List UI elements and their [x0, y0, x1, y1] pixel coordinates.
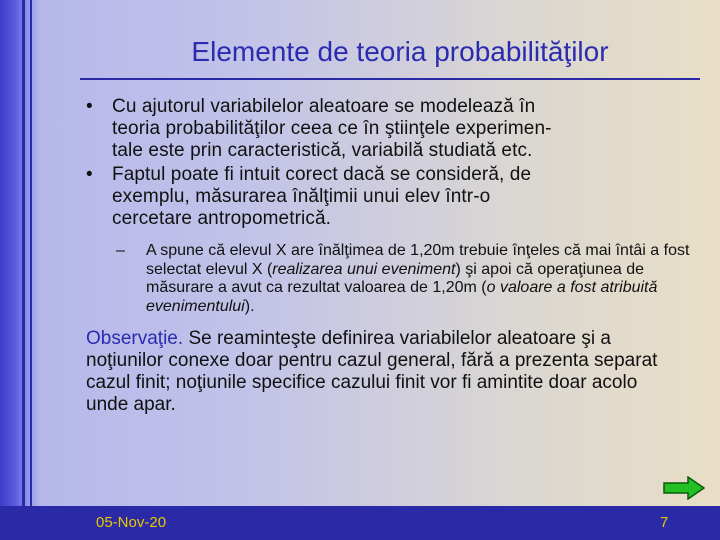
sub-bullet-text: A spune că elevul X are înălţimea de 1,20m trebuie înţeles că mai întâi a fost selectat elevul X ( — [146, 242, 690, 278]
next-arrow-icon[interactable] — [662, 476, 706, 500]
footer-bar — [0, 506, 720, 540]
slide-title: Elemente de teoria probabilităţilor — [191, 36, 609, 67]
footer-date: 05-Nov-20 — [96, 514, 167, 531]
sub-bullet — [116, 242, 696, 316]
bullet-item — [86, 164, 696, 230]
bullet-line: cercetare antropometrică. — [112, 208, 331, 229]
sub-bullet-text: ). — [244, 297, 255, 315]
observation-text: Se reaminteşte definirea variabilelor aleatoare şi a noţiunilor conexe doar pentru cazul general, fără a prezenta separat cazul finit; noţiunile specifice cazului finit vor fi amintite doar acolo unde apar. — [86, 328, 658, 415]
bullet-line: teoria probabilităţilor ceea ce în ştiinţele experimen- — [112, 118, 552, 139]
slide-number: 7 — [660, 514, 669, 531]
left-decorative-stripe — [0, 0, 40, 540]
bullet-line: Faptul poate fi intuit corect dacă se consideră, de — [112, 164, 532, 185]
sub-bullet-text: ) şi apoi că operaţiunea de măsurare a avut ca rezultat valoarea de 1,20m ( — [146, 260, 645, 296]
sub-bullet-italic: o valoare a fost atribuită evenimentului — [146, 279, 658, 315]
sub-bullet-dash: – — [116, 242, 125, 259]
bullet-dot: • — [86, 164, 93, 185]
observation-label: Observaţie. — [86, 328, 184, 349]
title-underline — [80, 78, 700, 80]
vertical-rule — [22, 0, 25, 510]
bullet-line: exemplu, măsurarea înălţimii unui elev într‑o — [112, 186, 491, 207]
slide-content — [86, 96, 696, 416]
vertical-rule — [30, 0, 32, 510]
bullet-line: Cu ajutorul variabilelor aleatoare se modelează în — [112, 96, 536, 117]
bullet-dot: • — [86, 96, 93, 117]
sub-bullet-italic: realizarea unui eveniment — [272, 260, 456, 278]
bullet-item — [86, 96, 696, 162]
bullet-line: tale este prin caracteristică, variabilă studiată etc. — [112, 140, 533, 161]
observation-paragraph — [62, 328, 672, 416]
